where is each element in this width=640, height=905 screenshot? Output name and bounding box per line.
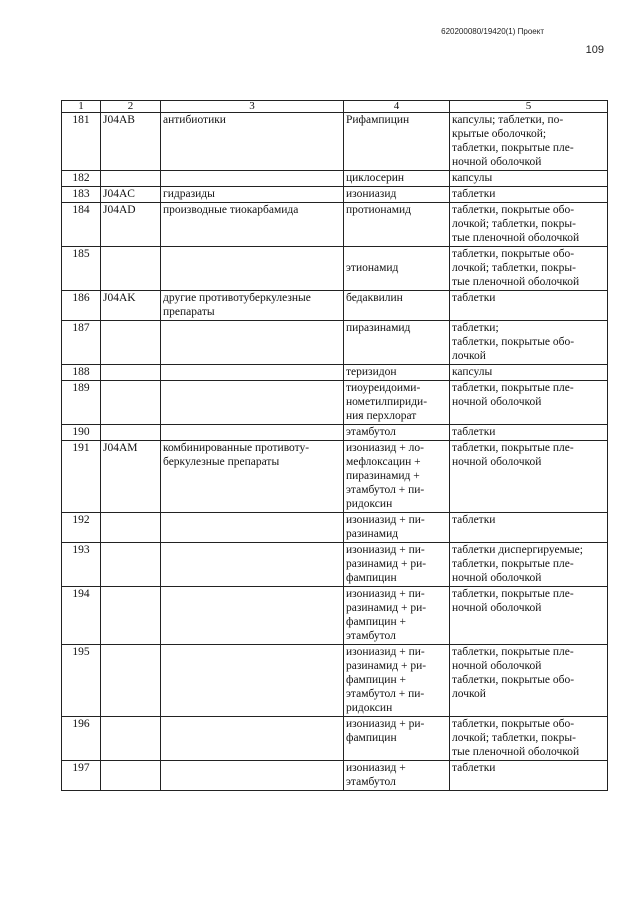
pharma-group-cell bbox=[161, 171, 344, 187]
cell-text-line: этамбутол bbox=[346, 630, 396, 642]
cell-text-line: таблетки, покрытые пле- bbox=[452, 646, 574, 658]
dosage-form-cell bbox=[450, 513, 608, 543]
cell-text-line: ночной оболочкой bbox=[452, 602, 542, 614]
dosage-form-cell bbox=[450, 761, 608, 791]
cell-text-line: таблетки bbox=[452, 514, 496, 526]
drug-name-cell bbox=[344, 171, 450, 187]
table-row bbox=[62, 441, 608, 513]
table-row bbox=[62, 171, 608, 187]
cell-text-line: мефлоксацин + bbox=[346, 456, 421, 468]
cell-text-line: таблетки, покрытые обо- bbox=[452, 248, 575, 260]
atc-code-cell: J04AB bbox=[101, 113, 161, 171]
dosage-form-cell bbox=[450, 425, 608, 441]
atc-code-cell bbox=[101, 645, 161, 717]
atc-code-cell bbox=[101, 171, 161, 187]
atc-code-cell bbox=[101, 425, 161, 441]
atc-code-cell bbox=[101, 543, 161, 587]
atc-code-cell bbox=[101, 381, 161, 425]
row-number-cell: 186 bbox=[62, 291, 101, 321]
row-number-cell: 181 bbox=[62, 113, 101, 171]
drug-name-cell bbox=[344, 113, 450, 171]
cell-text-line: таблетки bbox=[452, 426, 496, 438]
cell-text-line: изониазид + пи- bbox=[346, 646, 425, 658]
dosage-form-cell bbox=[450, 381, 608, 425]
cell-text-line: таблетки, покрытые обо- bbox=[452, 204, 575, 216]
cell-text-line: этионамид bbox=[346, 262, 399, 274]
pharma-group-cell bbox=[161, 203, 344, 247]
document-id: 620200080/19420(1) Проект bbox=[441, 27, 544, 36]
cell-text-line: ночной оболочкой bbox=[452, 660, 542, 672]
cell-text-line: этамбутол + пи- bbox=[346, 688, 425, 700]
pharma-group-cell bbox=[161, 513, 344, 543]
cell-text-line: фампицин bbox=[346, 732, 397, 744]
pharma-group-cell bbox=[161, 187, 344, 203]
cell-text-line: гидразиды bbox=[163, 188, 215, 200]
dosage-form-cell bbox=[450, 441, 608, 513]
cell-text-line: крытые оболочкой; bbox=[452, 128, 547, 140]
pharma-group-cell bbox=[161, 321, 344, 365]
cell-text-line: разинамид + ри- bbox=[346, 660, 427, 672]
atc-code-cell: J04AD bbox=[101, 203, 161, 247]
cell-text-line: тые пленочной оболочкой bbox=[452, 232, 580, 244]
cell-text-line: лочкой bbox=[452, 688, 486, 700]
atc-code-cell: J04AC bbox=[101, 187, 161, 203]
cell-text-line: тиоуреидоими- bbox=[346, 382, 421, 394]
cell-text-line: Рифампицин bbox=[346, 114, 410, 126]
cell-text-line: таблетки, покрытые пле- bbox=[452, 558, 574, 570]
drug-name-cell bbox=[344, 187, 450, 203]
pharma-group-cell bbox=[161, 587, 344, 645]
dosage-form-cell bbox=[450, 291, 608, 321]
cell-text-line: лочкой bbox=[452, 350, 486, 362]
row-number-cell: 187 bbox=[62, 321, 101, 365]
cell-text-line: ночной оболочкой bbox=[452, 156, 542, 168]
cell-text-line: фампицин + bbox=[346, 616, 406, 628]
atc-code-cell bbox=[101, 513, 161, 543]
cell-text-line: таблетки, покрытые обо- bbox=[452, 336, 575, 348]
column-header: 3 bbox=[161, 101, 344, 113]
atc-code-cell bbox=[101, 587, 161, 645]
dosage-form-cell bbox=[450, 365, 608, 381]
cell-text-line: таблетки, покрытые пле- bbox=[452, 442, 574, 454]
cell-text-line: ния перхлорат bbox=[346, 410, 417, 422]
cell-text-line: этамбутол bbox=[346, 776, 396, 788]
atc-code-cell: J04AK bbox=[101, 291, 161, 321]
cell-text-line: тые пленочной оболочкой bbox=[452, 746, 580, 758]
cell-text-line: изониазид + пи- bbox=[346, 544, 425, 556]
dosage-form-cell bbox=[450, 321, 608, 365]
pharma-group-cell bbox=[161, 113, 344, 171]
column-header: 2 bbox=[101, 101, 161, 113]
table-header-row bbox=[62, 101, 608, 113]
row-number-cell: 194 bbox=[62, 587, 101, 645]
atc-code-cell bbox=[101, 717, 161, 761]
table-row bbox=[62, 113, 608, 171]
cell-text-line: капсулы bbox=[452, 366, 493, 378]
cell-text-line: препараты bbox=[163, 306, 215, 318]
atc-code-cell bbox=[101, 321, 161, 365]
row-number-cell: 195 bbox=[62, 645, 101, 717]
dosage-form-cell bbox=[450, 587, 608, 645]
cell-text-line: бедаквилин bbox=[346, 292, 403, 304]
cell-text-line: таблетки; bbox=[452, 322, 499, 334]
row-number-cell: 192 bbox=[62, 513, 101, 543]
row-number-cell: 188 bbox=[62, 365, 101, 381]
cell-text-line: беркулезные препараты bbox=[163, 456, 280, 468]
drug-name-cell bbox=[344, 247, 450, 291]
cell-text-line: разинамид bbox=[346, 528, 399, 540]
cell-text-line: этамбутол bbox=[346, 426, 396, 438]
cell-text-line: антибиотики bbox=[163, 114, 226, 126]
table-row bbox=[62, 291, 608, 321]
drug-name-cell bbox=[344, 761, 450, 791]
pharma-group-cell bbox=[161, 381, 344, 425]
drug-name-cell bbox=[344, 291, 450, 321]
table-row bbox=[62, 425, 608, 441]
drug-name-cell bbox=[344, 381, 450, 425]
atc-code-cell bbox=[101, 365, 161, 381]
dosage-form-cell bbox=[450, 645, 608, 717]
pharma-group-cell bbox=[161, 761, 344, 791]
cell-text-line: циклосерин bbox=[346, 172, 405, 184]
cell-text-line: изониазид + bbox=[346, 762, 406, 774]
cell-text-line: комбинированные противоту- bbox=[163, 442, 310, 454]
cell-text-line: таблетки bbox=[452, 292, 496, 304]
drug-name-cell bbox=[344, 513, 450, 543]
table-row bbox=[62, 365, 608, 381]
drug-name-cell bbox=[344, 321, 450, 365]
cell-text-line: таблетки, покрытые пле- bbox=[452, 142, 574, 154]
table-row bbox=[62, 717, 608, 761]
table-row bbox=[62, 321, 608, 365]
pharma-group-cell bbox=[161, 425, 344, 441]
table-row bbox=[62, 381, 608, 425]
table-body bbox=[62, 113, 608, 791]
cell-text-line: другие противотуберкулезные bbox=[163, 292, 311, 304]
cell-text-line: этамбутол + пи- bbox=[346, 484, 425, 496]
pharma-group-cell bbox=[161, 441, 344, 513]
drug-name-cell bbox=[344, 543, 450, 587]
drug-name-cell bbox=[344, 587, 450, 645]
column-header: 5 bbox=[450, 101, 608, 113]
cell-text-line: ридоксин bbox=[346, 498, 393, 510]
cell-text-line: изониазид + ло- bbox=[346, 442, 424, 454]
cell-text-line: ночной оболочкой bbox=[452, 456, 542, 468]
cell-text-line: капсулы bbox=[452, 172, 493, 184]
cell-text-line: разинамид + ри- bbox=[346, 558, 427, 570]
cell-text-line: лочкой; таблетки, покры- bbox=[452, 218, 576, 230]
dosage-form-cell bbox=[450, 247, 608, 291]
medicines-table bbox=[61, 100, 608, 791]
cell-text-line: лочкой; таблетки, покры- bbox=[452, 262, 576, 274]
cell-text-line: таблетки bbox=[452, 188, 496, 200]
cell-text-line: пиразинамид + bbox=[346, 470, 420, 482]
pharma-group-cell bbox=[161, 291, 344, 321]
cell-text-line: ночной оболочкой bbox=[452, 396, 542, 408]
cell-text-line: ночной оболочкой bbox=[452, 572, 542, 584]
row-number-cell: 189 bbox=[62, 381, 101, 425]
row-number-cell: 193 bbox=[62, 543, 101, 587]
cell-text-line: протионамид bbox=[346, 204, 411, 216]
cell-text-line: таблетки диспергируемые; bbox=[452, 544, 583, 556]
drug-name-cell bbox=[344, 425, 450, 441]
table-row bbox=[62, 203, 608, 247]
dosage-form-cell bbox=[450, 543, 608, 587]
cell-text-line: разинамид + ри- bbox=[346, 602, 427, 614]
cell-text-line: фампицин + bbox=[346, 674, 406, 686]
drug-name-cell bbox=[344, 203, 450, 247]
pharma-group-cell bbox=[161, 645, 344, 717]
row-number-cell: 184 bbox=[62, 203, 101, 247]
dosage-form-cell bbox=[450, 717, 608, 761]
cell-text-line: капсулы; таблетки, по- bbox=[452, 114, 564, 126]
row-number-cell: 190 bbox=[62, 425, 101, 441]
table-row bbox=[62, 187, 608, 203]
cell-text-line: фампицин bbox=[346, 572, 397, 584]
cell-text-line bbox=[346, 247, 447, 261]
atc-code-cell bbox=[101, 761, 161, 791]
column-header: 1 bbox=[62, 101, 101, 113]
table-row bbox=[62, 247, 608, 291]
row-number-cell: 197 bbox=[62, 761, 101, 791]
cell-text-line: изониазид bbox=[346, 188, 397, 200]
cell-text-line: лочкой; таблетки, покры- bbox=[452, 732, 576, 744]
cell-text-line: таблетки, покрытые пле- bbox=[452, 588, 574, 600]
pharma-group-cell bbox=[161, 247, 344, 291]
row-number-cell: 183 bbox=[62, 187, 101, 203]
cell-text-line: таблетки, покрытые обо- bbox=[452, 718, 575, 730]
atc-code-cell: J04AM bbox=[101, 441, 161, 513]
dosage-form-cell bbox=[450, 187, 608, 203]
table-row bbox=[62, 543, 608, 587]
dosage-form-cell bbox=[450, 113, 608, 171]
drug-name-cell bbox=[344, 645, 450, 717]
cell-text-line: таблетки, покрытые обо- bbox=[452, 674, 575, 686]
row-number-cell: 182 bbox=[62, 171, 101, 187]
column-header: 4 bbox=[344, 101, 450, 113]
cell-text-line: таблетки, покрытые пле- bbox=[452, 382, 574, 394]
pharma-group-cell bbox=[161, 543, 344, 587]
drug-name-cell bbox=[344, 717, 450, 761]
cell-text-line: таблетки bbox=[452, 762, 496, 774]
cell-text-line: ридоксин bbox=[346, 702, 393, 714]
row-number-cell: 196 bbox=[62, 717, 101, 761]
cell-text-line: теризидон bbox=[346, 366, 397, 378]
pharma-group-cell bbox=[161, 365, 344, 381]
cell-text-line: изониазид + пи- bbox=[346, 514, 425, 526]
table-row bbox=[62, 513, 608, 543]
row-number-cell: 191 bbox=[62, 441, 101, 513]
atc-code-cell bbox=[101, 247, 161, 291]
table-row bbox=[62, 761, 608, 791]
cell-text-line: нометилпириди- bbox=[346, 396, 428, 408]
table-row bbox=[62, 645, 608, 717]
dosage-form-cell bbox=[450, 171, 608, 187]
cell-text-line: пиразинамид bbox=[346, 322, 411, 334]
dosage-form-cell bbox=[450, 203, 608, 247]
page-number: 109 bbox=[585, 44, 604, 56]
cell-text-line: изониазид + ри- bbox=[346, 718, 425, 730]
drug-name-cell bbox=[344, 365, 450, 381]
cell-text-line: тые пленочной оболочкой bbox=[452, 276, 580, 288]
drug-name-cell bbox=[344, 441, 450, 513]
pharma-group-cell bbox=[161, 717, 344, 761]
row-number-cell: 185 bbox=[62, 247, 101, 291]
cell-text-line: производные тиокарбамида bbox=[163, 204, 299, 216]
cell-text-line: изониазид + пи- bbox=[346, 588, 425, 600]
table-row bbox=[62, 587, 608, 645]
